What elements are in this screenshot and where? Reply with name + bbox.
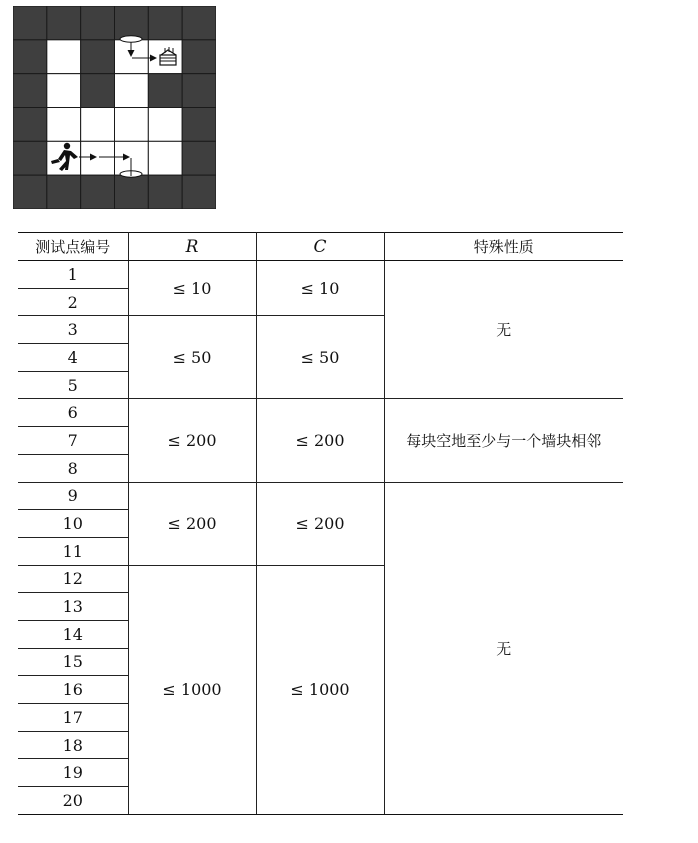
testcase-id-cell: 3 xyxy=(18,316,128,344)
table-row xyxy=(18,261,623,289)
wall-cell xyxy=(148,6,182,40)
open-cell xyxy=(47,108,81,142)
wall-cell xyxy=(13,6,47,40)
wall-cell xyxy=(13,175,47,209)
open-cell xyxy=(47,141,81,175)
testcase-id-cell: 11 xyxy=(18,537,128,565)
wall-cell xyxy=(81,74,115,108)
header-c: C xyxy=(256,233,384,261)
open-cell xyxy=(148,108,182,142)
r-limit-cell: ≤ 50 xyxy=(128,316,256,399)
wall-cell xyxy=(47,6,81,40)
maze-cells xyxy=(13,6,216,209)
wall-cell xyxy=(115,175,149,209)
c-limit-cell: ≤ 10 xyxy=(256,261,384,316)
subtask-table xyxy=(18,232,623,815)
table-header-row xyxy=(18,233,623,261)
wall-cell xyxy=(182,40,216,74)
c-limit-cell: ≤ 1000 xyxy=(256,565,384,814)
testcase-id-cell: 12 xyxy=(18,565,128,593)
testcase-id-cell: 13 xyxy=(18,593,128,621)
wall-cell xyxy=(148,175,182,209)
open-cell xyxy=(148,141,182,175)
table-row xyxy=(18,482,623,510)
open-cell xyxy=(81,108,115,142)
wall-cell xyxy=(81,175,115,209)
testcase-id-cell: 14 xyxy=(18,620,128,648)
wall-cell xyxy=(182,175,216,209)
testcase-id-cell: 16 xyxy=(18,676,128,704)
testcase-id-cell: 17 xyxy=(18,704,128,732)
header-r: R xyxy=(128,233,256,261)
open-cell xyxy=(115,108,149,142)
table-row xyxy=(18,399,623,427)
wall-cell xyxy=(148,74,182,108)
testcase-id-cell: 2 xyxy=(18,288,128,316)
wall-cell xyxy=(182,74,216,108)
header-special-property: 特殊性质 xyxy=(384,233,623,261)
testcase-id-cell: 20 xyxy=(18,787,128,815)
maze-figure xyxy=(13,6,216,209)
special-property-cell: 无 xyxy=(384,482,623,814)
testcase-id-cell: 18 xyxy=(18,731,128,759)
r-limit-cell: ≤ 200 xyxy=(128,482,256,565)
r-limit-cell: ≤ 1000 xyxy=(128,565,256,814)
testcase-id-cell: 10 xyxy=(18,510,128,538)
wall-cell xyxy=(81,6,115,40)
c-limit-cell: ≤ 50 xyxy=(256,316,384,399)
open-cell xyxy=(47,40,81,74)
c-limit-cell: ≤ 200 xyxy=(256,482,384,565)
testcase-id-cell: 4 xyxy=(18,344,128,372)
testcase-id-cell: 8 xyxy=(18,454,128,482)
open-cell xyxy=(47,74,81,108)
wall-cell xyxy=(81,40,115,74)
header-testcase-id: 测试点编号 xyxy=(18,233,128,261)
open-cell xyxy=(81,141,115,175)
testcase-id-cell: 19 xyxy=(18,759,128,787)
wall-cell xyxy=(13,141,47,175)
wall-cell xyxy=(182,6,216,40)
testcase-id-cell: 7 xyxy=(18,427,128,455)
c-limit-cell: ≤ 200 xyxy=(256,399,384,482)
wall-cell xyxy=(13,40,47,74)
open-cell xyxy=(115,74,149,108)
r-limit-cell: ≤ 10 xyxy=(128,261,256,316)
special-property-cell: 无 xyxy=(384,261,623,399)
testcase-id-cell: 9 xyxy=(18,482,128,510)
wall-cell xyxy=(13,108,47,142)
wall-cell xyxy=(13,74,47,108)
wall-cell xyxy=(47,175,81,209)
wall-cell xyxy=(115,6,149,40)
testcase-id-cell: 15 xyxy=(18,648,128,676)
wall-cell xyxy=(182,141,216,175)
r-limit-cell: ≤ 200 xyxy=(128,399,256,482)
special-property-cell: 每块空地至少与一个墙块相邻 xyxy=(384,399,623,482)
testcase-id-cell: 6 xyxy=(18,399,128,427)
testcase-id-cell: 5 xyxy=(18,371,128,399)
wall-cell xyxy=(182,108,216,142)
testcase-id-cell: 1 xyxy=(18,261,128,289)
